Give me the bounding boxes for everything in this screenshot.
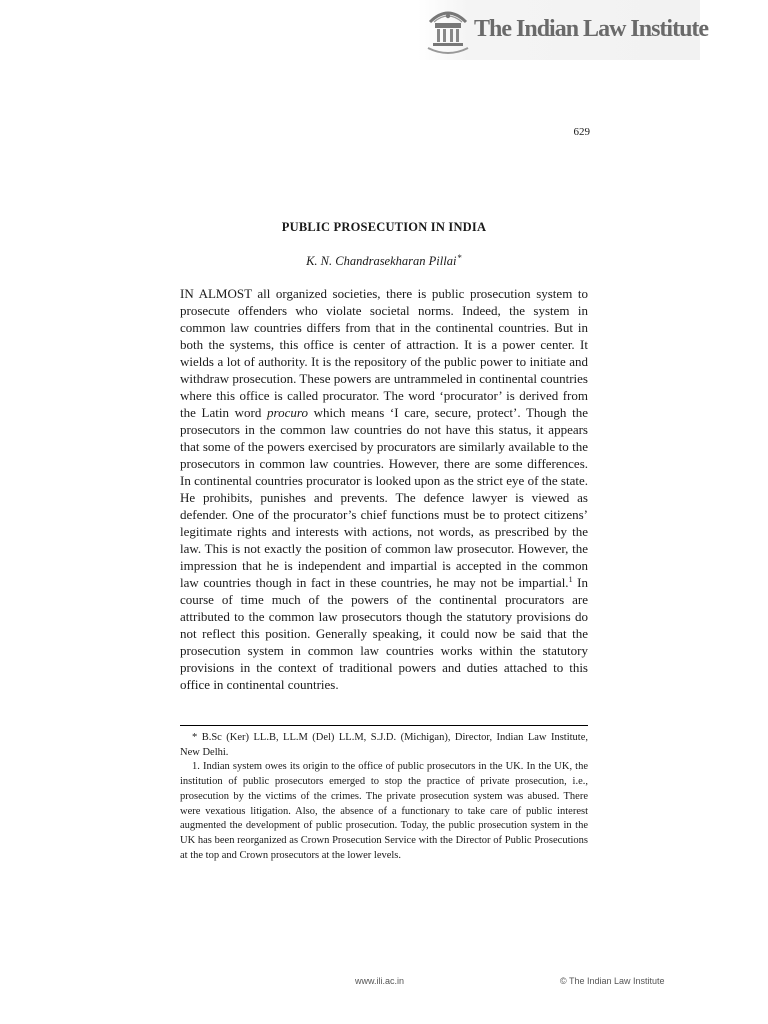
author-line [180, 253, 588, 269]
author-footnote-mark: * [457, 253, 462, 263]
footnote-divider [180, 725, 588, 726]
page-number: 629 [573, 126, 590, 138]
body-text-part-3: In course of time much of the powers of the continental procurators are attributed to the common law prosecutors though the statutory provisions do not reflect this position. Generally speaking, it could now be said that the prosecution system in common law countries works within the statutory provisions in the context of traditional powers and duties attached to this office in continental countries. [180, 575, 588, 692]
footnote-reference[interactable]: 1 [568, 575, 573, 584]
author-name: K. N. Chandrasekharan Pillai [306, 254, 457, 268]
footer-copyright: © The Indian Law Institute [560, 976, 665, 986]
article-title: PUBLIC PROSECUTION IN INDIA [281, 220, 487, 234]
footnotes [180, 731, 588, 863]
latin-term: procuro [267, 405, 308, 420]
body-text-part-2: which means ‘I care, secure, protect’. Though the prosecutors in the common law countries do not have this status, it appears that some of the powers exercised by procurators are similarly available to the prosecutors in common law countries. However, there are some differences. In continental countries procurator is looked upon as the strict eye of the state. He prohibits, punishes and prevents. The defence lawyer is viewed as defender. One of the procurator’s chief functions must be to protect citizens’ legitimate rights and interests with actions, not words, as prescribed by the law. This is not exactly the position of common law prosecutor. However, the impression that he is independent and impartial is accepted in the common law countries though in fact in these countries, he may not be impartial. [180, 405, 588, 590]
footnote-author: * B.Sc (Ker) LL.B, LL.M (Del) LL.M, S.J.D. (Michigan), Director, Indian Law Institute, New Delhi. [180, 732, 588, 758]
footnote-1: 1. Indian system owes its origin to the office of public prosecutors in the UK. In the UK, the institution of public prosecutors emerged to stop the practice of private prosecution, i.e., prosecution by the victims of the crimes. The private prosecution system was abused. There were vexatious litigation. Also, the absence of a functionary to take care of public interest augmented the development of public prosecution. Today, the public prosecution system in the UK has been reorganized as Crown Prosecution Service with the Director of Public Prosecutions at the top and Crown prosecutors at the lower levels. [180, 761, 588, 861]
institute-brand: The Indian Law Institute [474, 16, 709, 42]
footer-url[interactable]: www.ili.ac.in [355, 976, 405, 986]
institute-emblem-icon [426, 2, 470, 58]
body-paragraph [180, 285, 588, 693]
body-text-part-1: IN ALMOST all organized societies, there is public prosecution system to prosecute offenders who violate societal norms. Indeed, the system in common law countries differs from that in the continental countries. But in both the systems, this office is center of attraction. It is a power center. It wields a lot of authority. It is the repository of the public power to initiate and withdraw prosecution. These powers are untrammeled in continental countries where this office is called procurator. The word ‘procurator’ is derived from the Latin word [180, 286, 588, 420]
